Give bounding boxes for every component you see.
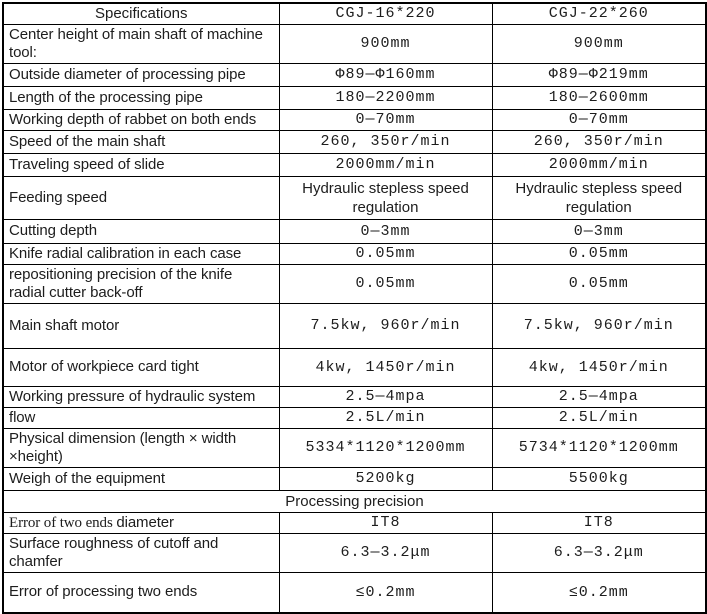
spec-value-cell: Hydraulic stepless speed regulation: [279, 176, 492, 219]
spec-label-cell: [3, 512, 279, 533]
table-row: [3, 407, 706, 428]
spec-value-cell: 5200kg: [279, 467, 492, 490]
spec-value-cell: 7.5kw, 960r/min: [492, 303, 706, 348]
spec-value-cell: 0—70mm: [492, 109, 706, 130]
table-row: [3, 264, 706, 303]
table-row: [3, 348, 706, 386]
spec-label-cell: Surface roughness of cutoff and chamfer: [3, 533, 279, 572]
spec-value-cell: IT8: [279, 512, 492, 533]
table-row: [3, 243, 706, 264]
spec-value-cell: 2.5L/min: [492, 407, 706, 428]
table-row: [3, 428, 706, 467]
spec-value-cell: IT8: [492, 512, 706, 533]
table-row: [3, 130, 706, 153]
column-header-model-cgj-22-260: CGJ-22*260: [492, 3, 706, 24]
spec-label-cell: Knife radial calibration in each case: [3, 243, 279, 264]
spec-value-cell: 260, 350r/min: [492, 130, 706, 153]
spec-value-cell: Φ89—Φ219mm: [492, 63, 706, 86]
spec-label-cell: Speed of the main shaft: [3, 130, 279, 153]
spec-value-cell: 2.5L/min: [279, 407, 492, 428]
table-row: [3, 386, 706, 407]
spec-value-cell: 5334*1120*1200mm: [279, 428, 492, 467]
spec-value-cell: 2000mm/min: [279, 153, 492, 176]
spec-label-cell: Working pressure of hydraulic system: [3, 386, 279, 407]
column-header-specifications: Specifications: [3, 3, 279, 24]
spec-value-cell: 5500kg: [492, 467, 706, 490]
table-row: [3, 86, 706, 109]
spec-label-cell: Main shaft motor: [3, 303, 279, 348]
spec-label-cell: flow: [3, 407, 279, 428]
spec-value-cell: 2000mm/min: [492, 153, 706, 176]
spec-label-cell: Center height of main shaft of machine tool:: [3, 24, 279, 63]
header-row: [3, 3, 706, 24]
table-row: [3, 533, 706, 572]
table-row: [3, 176, 706, 219]
spec-value-cell: 0.05mm: [279, 243, 492, 264]
spec-label-cell: Traveling speed of slide: [3, 153, 279, 176]
spec-value-cell: 180—2600mm: [492, 86, 706, 109]
table-row: [3, 109, 706, 130]
spec-value-cell: 180—2200mm: [279, 86, 492, 109]
section-row: [3, 490, 706, 512]
spec-value-cell: 6.3—3.2μm: [279, 533, 492, 572]
spec-value-cell: 2.5—4mpa: [492, 386, 706, 407]
spec-value-cell: 0.05mm: [492, 264, 706, 303]
spec-value-cell: 7.5kw, 960r/min: [279, 303, 492, 348]
section-title: Processing precision: [3, 490, 706, 512]
spec-label-cell: Outside diameter of processing pipe: [3, 63, 279, 86]
spec-value-cell: 900mm: [492, 24, 706, 63]
spec-value-cell: 5734*1120*1200mm: [492, 428, 706, 467]
table-row: [3, 24, 706, 63]
spec-value-cell: 900mm: [279, 24, 492, 63]
spec-value-cell: 0—70mm: [279, 109, 492, 130]
spec-label-sans-part: diameter: [116, 513, 174, 531]
spec-value-cell: 6.3—3.2μm: [492, 533, 706, 572]
specifications-table: [2, 2, 707, 614]
spec-label-cell: repositioning precision of the knife radial cutter back-off: [3, 264, 279, 303]
table-row: [3, 572, 706, 613]
spec-value-cell: Φ89—Φ160mm: [279, 63, 492, 86]
table-row: [3, 512, 706, 533]
spec-value-cell: 0.05mm: [279, 264, 492, 303]
spec-label-cell: Cutting depth: [3, 219, 279, 243]
spec-value-cell: 0—3mm: [279, 219, 492, 243]
spec-value-cell: 2.5—4mpa: [279, 386, 492, 407]
spec-value-cell: 4kw, 1450r/min: [279, 348, 492, 386]
table-row: [3, 467, 706, 490]
spec-label-cell: Working depth of rabbet on both ends: [3, 109, 279, 130]
spec-value-cell: Hydraulic stepless speed regulation: [492, 176, 706, 219]
spec-value-cell: 0—3mm: [492, 219, 706, 243]
spec-label-cell: Physical dimension (length × width ×height): [3, 428, 279, 467]
spec-label-serif-part: Error of two ends: [9, 514, 117, 531]
table-row: [3, 153, 706, 176]
spec-value-cell: 0.05mm: [492, 243, 706, 264]
spec-value-cell: ≤0.2mm: [279, 572, 492, 613]
column-header-model-cgj-16-220: CGJ-16*220: [279, 3, 492, 24]
spec-label-cell: Motor of workpiece card tight: [3, 348, 279, 386]
spec-label-cell: Feeding speed: [3, 176, 279, 219]
table-row: [3, 303, 706, 348]
spec-label-cell: Length of the processing pipe: [3, 86, 279, 109]
spec-label-cell: Error of processing two ends: [3, 572, 279, 613]
spec-value-cell: 260, 350r/min: [279, 130, 492, 153]
spec-value-cell: 4kw, 1450r/min: [492, 348, 706, 386]
spec-label-cell: Weigh of the equipment: [3, 467, 279, 490]
table-row: [3, 63, 706, 86]
table-body: [3, 24, 706, 613]
table-row: [3, 219, 706, 243]
spec-value-cell: ≤0.2mm: [492, 572, 706, 613]
